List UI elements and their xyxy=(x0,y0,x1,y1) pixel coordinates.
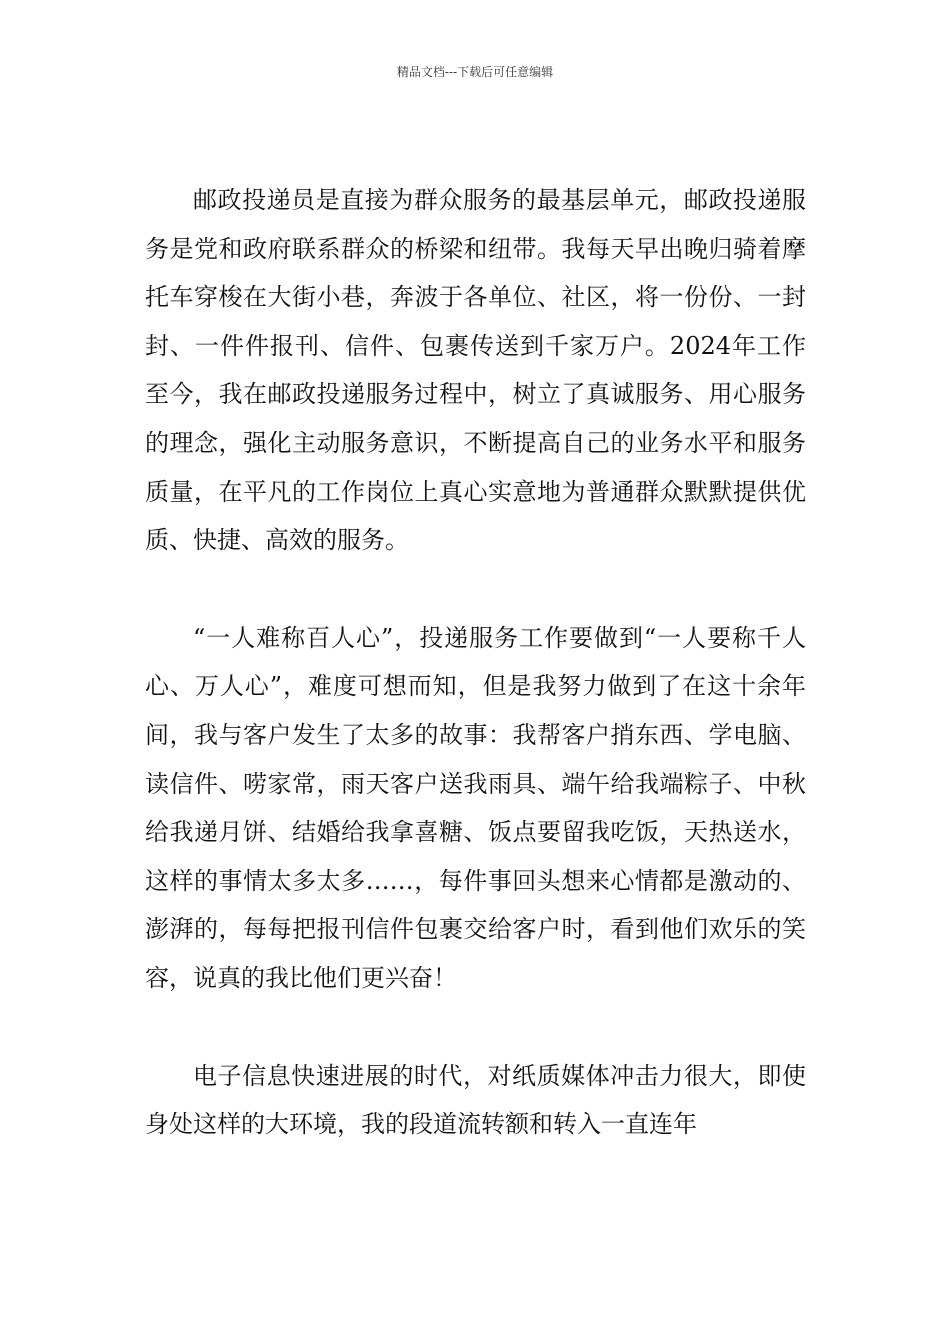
document-body xyxy=(145,176,806,1149)
paragraph-3: 电子信息快速进展的时代，对纸质媒体冲击力很大，即使身处这样的大环境，我的段道流转额和转入一直连年 xyxy=(145,1061,806,1139)
paragraph-1: 邮政投递员是直接为群众服务的最基层单元，邮政投递服务是党和政府联系群众的桥梁和纽带。我每天早出晚归骑着摩托车穿梭在大街小巷，奔波于各单位、社区，将一份份、一封封、一件件报刊、信件、包裹传送到千家万户。2024年工作至今，我在邮政投递服务过程中，树立了真诚服务、用心服务的理念，强化主动服务意识，不断提高自己的业务水平和服务质量，在平凡的工作岗位上真心实意地为普通群众默默提供优质、快捷、高效的服务。 xyxy=(145,186,806,555)
page-header: 精品文档---下载后可任意编辑 xyxy=(396,65,554,79)
paragraph-2: “一人难称百人心”，投递服务工作要做到“一人要称千人心、万人心”，难度可想而知，但是我努力做到了在这十余年间，我与客户发生了太多的故事：我帮客户捎东西、学电脑、读信件、唠家常，雨天客户送我雨具、端午给我端粽子、中秋给我递月饼、结婚给我拿喜糖、饭点要留我吃饭，天热送水，这样的事情太多太多……，每件事回头想来心情都是激动的、澎湃的，每每把报刊信件包裹交给客户时，看到他们欢乐的笑容，说真的我比他们更兴奋！ xyxy=(145,623,806,992)
